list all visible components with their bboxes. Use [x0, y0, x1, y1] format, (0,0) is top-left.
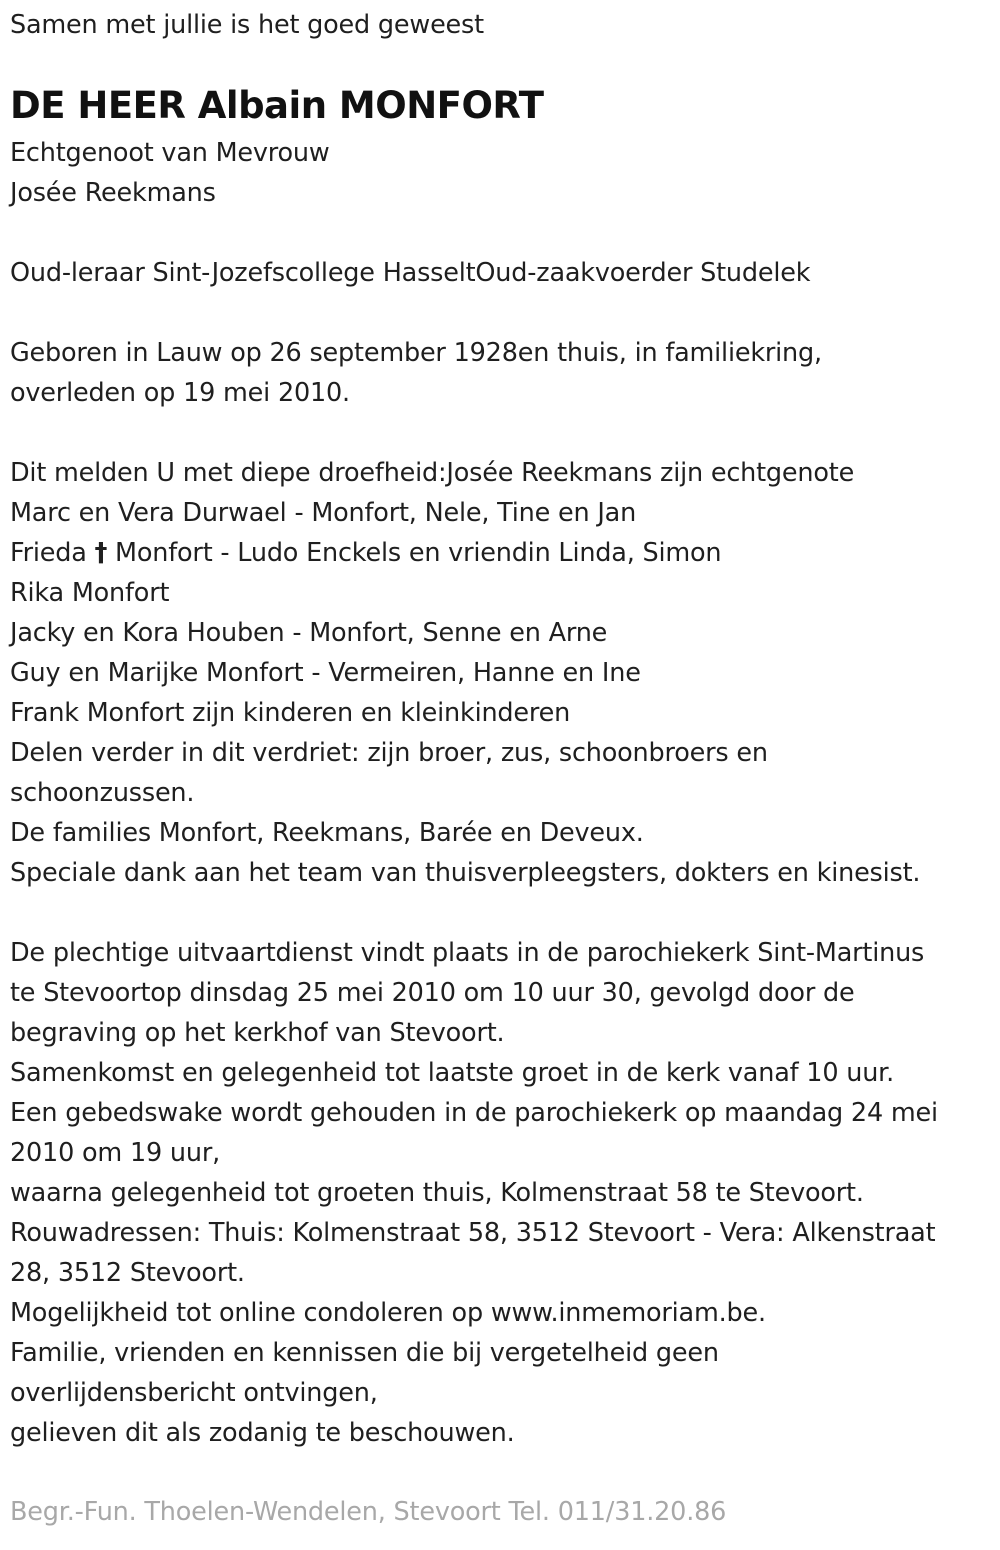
family-line-frieda-end: Monfort - Ludo Enckels en vriendin Linda, Simon [107, 538, 722, 568]
ceremony-line: 28, 3512 Stevoort. [10, 1258, 245, 1288]
ceremony-line: Een gebedswake wordt gehouden in de parochiekerk op maandag 24 mei [10, 1098, 938, 1128]
occupation: Oud-leraar Sint-Jozefscollege HasseltOud-zaakvoerder Studelek [10, 258, 811, 288]
funeral-home-footer: Begr.-Fun. Thoelen-Wendelen, Stevoort Tel. 011/31.20.86 [10, 1497, 727, 1527]
family-line: Guy en Marijke Monfort - Vermeiren, Hanne en Ine [10, 658, 641, 688]
ceremony-line: waarna gelegenheid tot groeten thuis, Kolmenstraat 58 te Stevoort. [10, 1178, 864, 1208]
motto: Samen met jullie is het goed geweest [10, 10, 484, 40]
family-line: Dit melden U met diepe droefheid:Josée Reekmans zijn echtgenote [10, 458, 855, 488]
birth-death-line: overleden op 19 mei 2010. [10, 378, 350, 408]
ceremony-block [10, 933, 938, 1453]
ceremony-line: begraving op het kerkhof van Stevoort. [10, 1018, 505, 1048]
ceremony-line: Rouwadressen: Thuis: Kolmenstraat 58, 3512 Stevoort - Vera: Alkenstraat [10, 1218, 936, 1248]
family-line-frieda-start: Frieda [10, 538, 95, 568]
ceremony-line: Samenkomst en gelegenheid tot laatste groet in de kerk vanaf 10 uur. [10, 1058, 895, 1088]
ceremony-line: Mogelijkheid tot online condoleren op www.inmemoriam.be. [10, 1298, 766, 1328]
family-line: Jacky en Kora Houben - Monfort, Senne en Arne [10, 618, 608, 648]
occupation-block [10, 253, 810, 293]
family-line: Speciale dank aan het team van thuisverpleegsters, dokters en kinesist. [10, 858, 921, 888]
family-line: Delen verder in dit verdriet: zijn broer, zus, schoonbroers en [10, 738, 768, 768]
ceremony-line: De plechtige uitvaartdienst vindt plaats in de parochiekerk Sint-Martinus [10, 938, 925, 968]
family-line: Marc en Vera Durwael - Monfort, Nele, Tine en Jan [10, 498, 637, 528]
family-line: Rika Monfort [10, 578, 170, 608]
spouse-line: Echtgenoot van Mevrouw [10, 138, 330, 168]
ceremony-line: 2010 om 19 uur, [10, 1138, 221, 1168]
cross-icon: † [94, 538, 108, 568]
ceremony-line: te Stevoortop dinsdag 25 mei 2010 om 10 uur 30, gevolgd door de [10, 978, 855, 1008]
spouse-block [10, 133, 330, 213]
family-block [10, 453, 920, 893]
birth-death-block [10, 333, 822, 413]
birth-death-line: Geboren in Lauw op 26 september 1928en thuis, in familiekring, [10, 338, 822, 368]
ceremony-line: gelieven dit als zodanig te beschouwen. [10, 1418, 515, 1448]
family-line: schoonzussen. [10, 778, 195, 808]
ceremony-line: overlijdensbericht ontvingen, [10, 1378, 378, 1408]
spouse-line: Josée Reekmans [10, 178, 216, 208]
family-line-frieda [10, 533, 920, 573]
family-line: De families Monfort, Reekmans, Barée en Deveux. [10, 818, 644, 848]
ceremony-line: Familie, vrienden en kennissen die bij vergetelheid geen [10, 1338, 719, 1368]
deceased-name: DE HEER Albain MONFORT [10, 84, 544, 127]
family-line: Frank Monfort zijn kinderen en kleinkinderen [10, 698, 571, 728]
